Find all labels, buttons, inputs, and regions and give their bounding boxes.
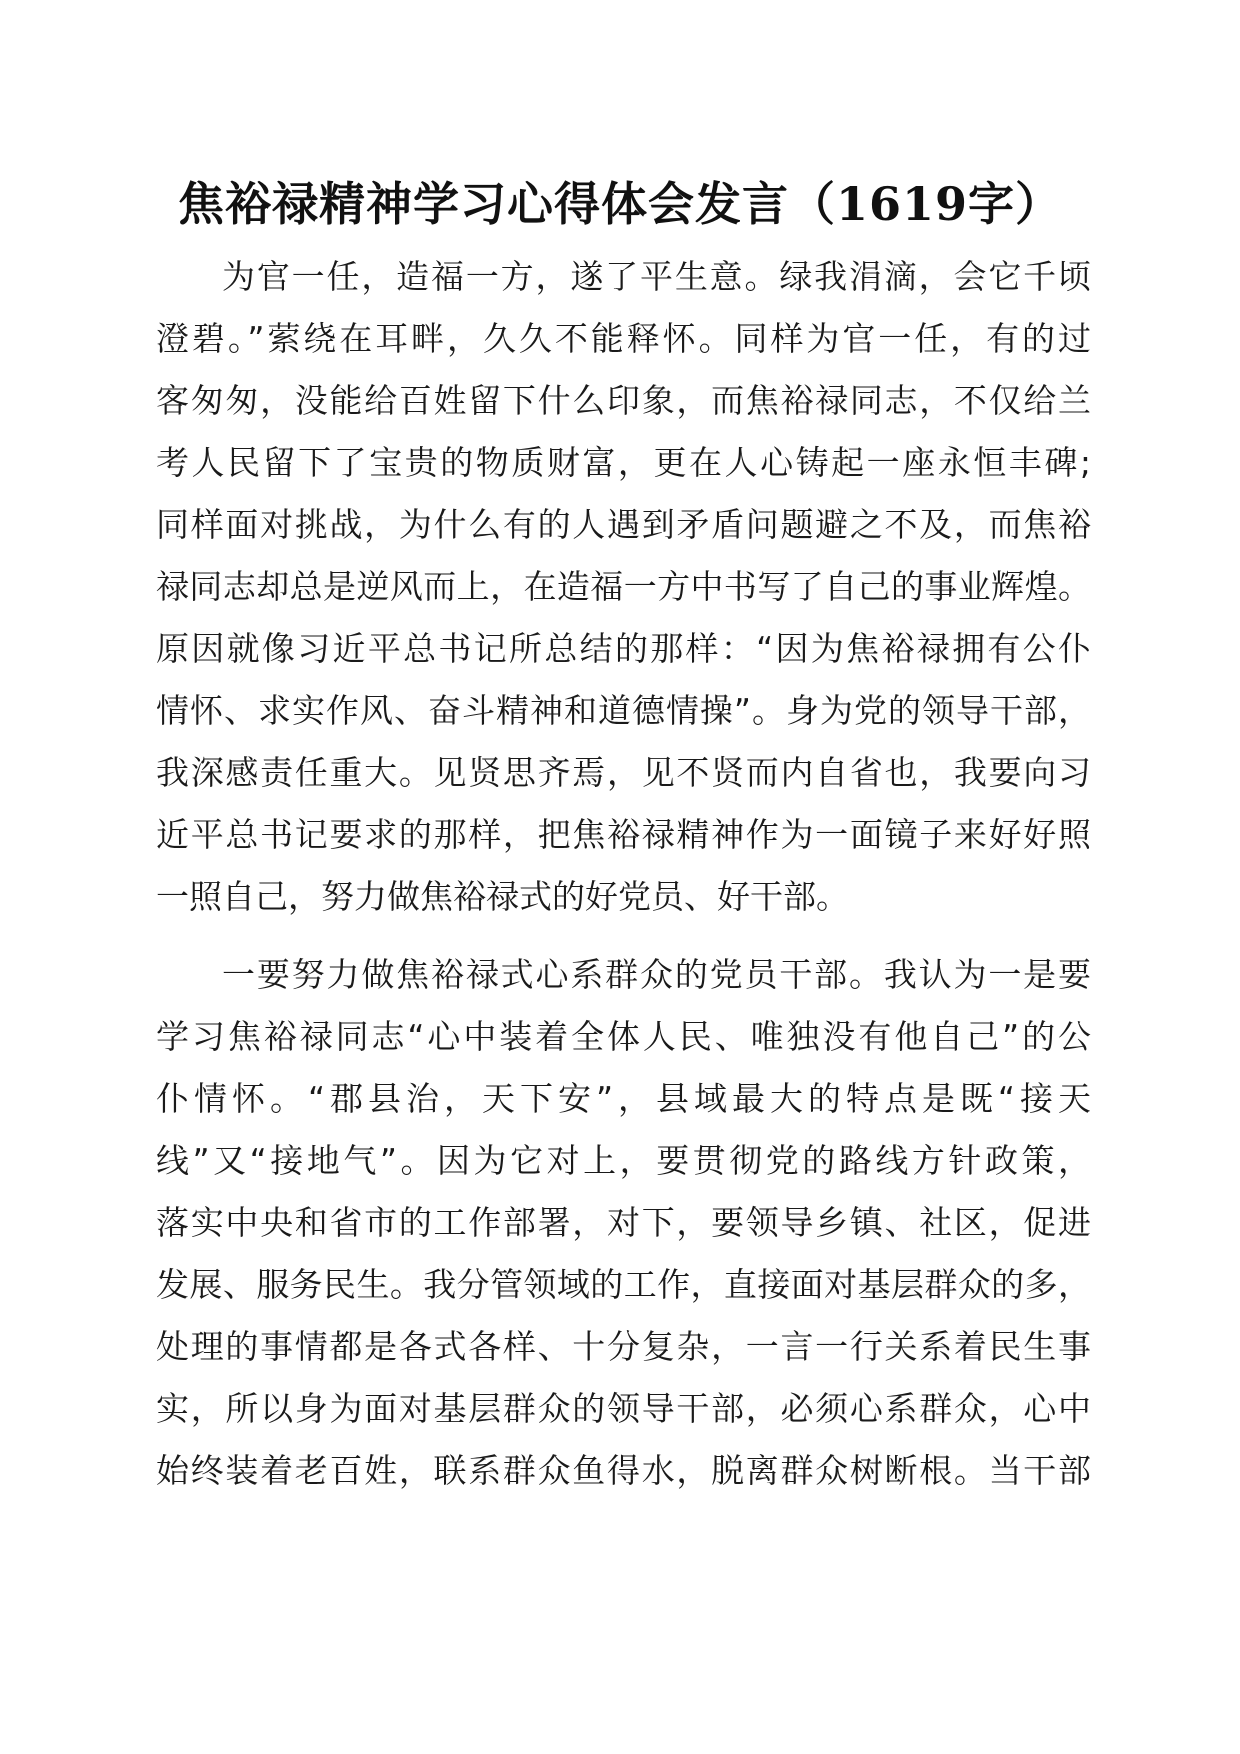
text-line: 禄同志却总是逆风而上，在造福一方中书写了自己的事业辉煌。 bbox=[156, 567, 1091, 606]
text-line: 情怀、求实作风、奋斗精神和道德情操”。身为党的领导干部， bbox=[156, 691, 1091, 730]
text-line: 原因就像习近平总书记所总结的那样：“因为焦裕禄拥有公仆 bbox=[156, 629, 1091, 668]
text-line: 落实中央和省市的工作部署，对下，要领导乡镇、社区，促进 bbox=[156, 1203, 1091, 1242]
text-line: 同样面对挑战，为什么有的人遇到矛盾问题避之不及，而焦裕 bbox=[156, 505, 1091, 544]
document-body bbox=[156, 246, 1091, 1502]
paragraph-spacer bbox=[156, 928, 1091, 944]
text-line: 澄碧。”萦绕在耳畔，久久不能释怀。同样为官一任，有的过 bbox=[156, 319, 1091, 358]
text-line: 考人民留下了宝贵的物质财富，更在人心铸起一座永恒丰碑; bbox=[156, 443, 1091, 482]
text-line: 仆情怀。“郡县治，天下安”，县域最大的特点是既“接天 bbox=[156, 1079, 1091, 1118]
paragraph-1 bbox=[156, 246, 1091, 928]
text-line: 处理的事情都是各式各样、十分复杂，一言一行关系着民生事 bbox=[156, 1327, 1091, 1366]
text-line: 线”又“接地气”。因为它对上，要贯彻党的路线方针政策， bbox=[156, 1141, 1091, 1180]
text-line: 客匆匆，没能给百姓留下什么印象，而焦裕禄同志，不仅给兰 bbox=[156, 381, 1091, 420]
document-title: 焦裕禄精神学习心得体会发言（1619字） bbox=[177, 177, 1063, 231]
text-line: 一要努力做焦裕禄式心系群众的党员干部。我认为一是要 bbox=[222, 955, 1091, 994]
text-line: 始终装着老百姓，联系群众鱼得水，脱离群众树断根。当干部 bbox=[156, 1451, 1091, 1490]
paragraph-2 bbox=[156, 944, 1091, 1502]
text-line: 近平总书记要求的那样，把焦裕禄精神作为一面镜子来好好照 bbox=[156, 815, 1091, 854]
text-line: 为官一任，造福一方，遂了平生意。绿我涓滴，会它千顷 bbox=[222, 257, 1091, 296]
text-line: 学习焦裕禄同志“心中装着全体人民、唯独没有他自己”的公 bbox=[156, 1017, 1091, 1056]
text-line: 我深感责任重大。见贤思齐焉，见不贤而内自省也，我要向习 bbox=[156, 753, 1091, 792]
text-line: 发展、服务民生。我分管领域的工作，直接面对基层群众的多， bbox=[156, 1265, 1091, 1304]
text-line: 实，所以身为面对基层群众的领导干部，必须心系群众，心中 bbox=[156, 1389, 1091, 1428]
text-line: 一照自己，努力做焦裕禄式的好党员、好干部。 bbox=[156, 877, 849, 916]
